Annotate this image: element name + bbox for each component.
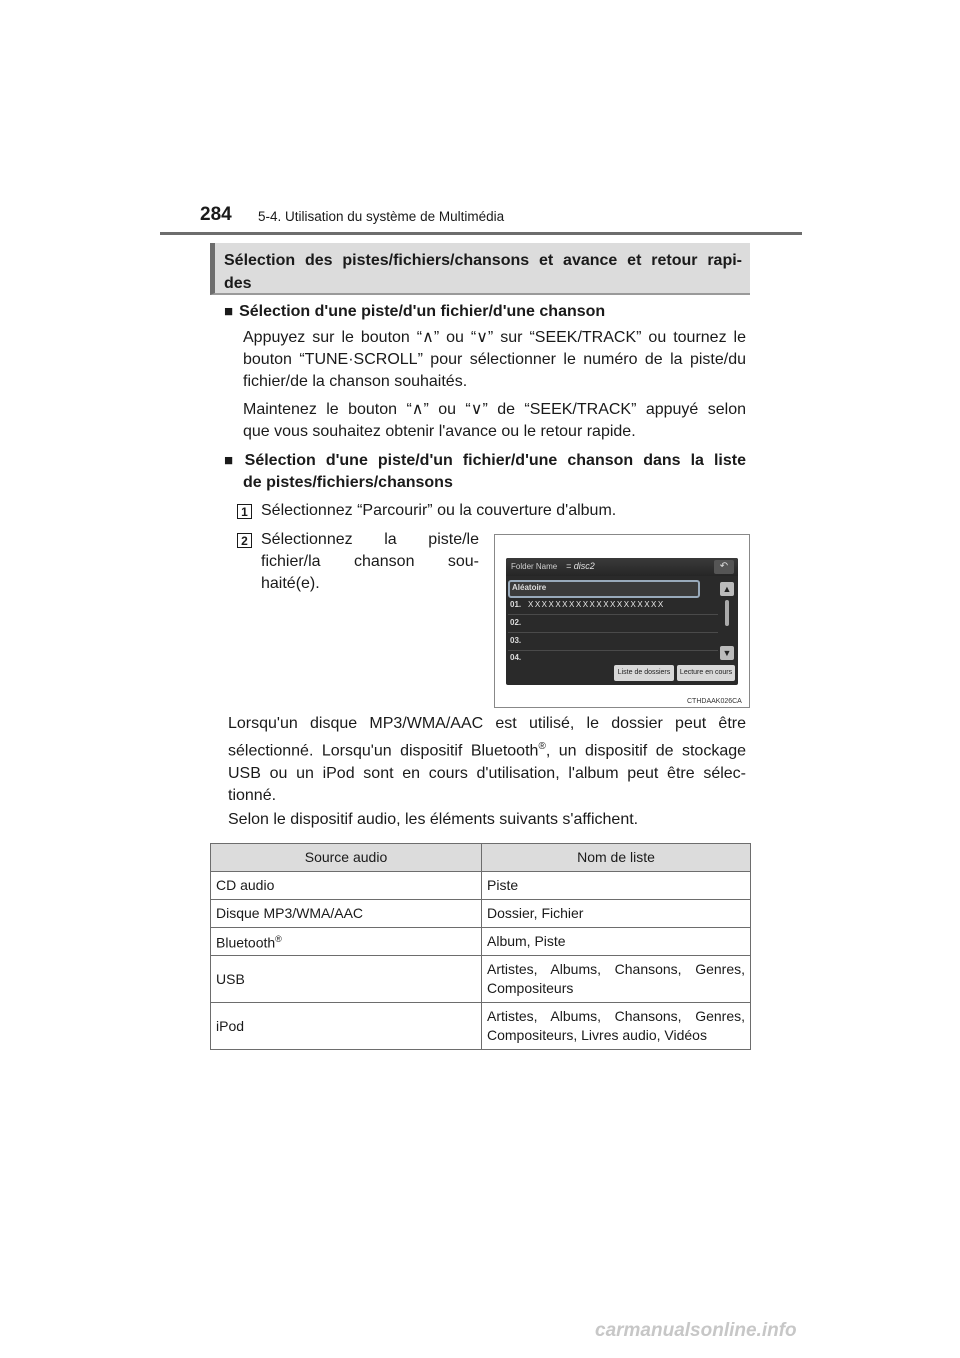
random-label: Aléatoire bbox=[512, 583, 547, 592]
table-cell: Album, Piste bbox=[482, 928, 751, 956]
heading-select-list: ■ Sélection d'une piste/d'un fichier/d'une chanson dans la liste de pistes/fichiers/chansons bbox=[224, 452, 746, 491]
track-1-number: 01. bbox=[510, 600, 522, 609]
disc-name: = disc2 bbox=[566, 561, 595, 571]
table-row bbox=[211, 872, 751, 900]
table-row bbox=[211, 928, 751, 956]
chapter-title: 5-4. Utilisation du système de Multimédia bbox=[258, 209, 505, 224]
table-row bbox=[211, 956, 751, 1003]
track-1-title: XXXXXXXXXXXXXXXXXXXX bbox=[528, 600, 665, 609]
image-code: CTHDAAK026CA bbox=[687, 698, 742, 705]
paragraph-mp3: Lorsqu'un disque MP3/WMA/AAC est utilisé, le dossier peut être sélectionné. Lorsqu'un dispositif Bluetooth®, un dispositif de stockage USB ou un iPod sont en cours d'utilisation, l'album peut être sélec- tionné. bbox=[228, 715, 747, 805]
paragraph-fast: Maintenez le bouton “∧” ou “∨” de “SEEK/TRACK” appuyé selon que vous souhaitez obtenir l'avance ou le retour rapide. bbox=[243, 401, 746, 440]
heading-select-track: ■ Sélection d'une piste/d'un fichier/d'une chanson bbox=[224, 303, 606, 320]
table-cell: Disque MP3/WMA/AAC bbox=[211, 900, 482, 928]
list-names-table bbox=[210, 843, 751, 1050]
column-header-source: Source audio bbox=[211, 844, 482, 872]
track-row-3[interactable] bbox=[508, 632, 718, 651]
step-2-badge: 2 bbox=[237, 533, 252, 548]
scrollbar[interactable] bbox=[725, 600, 729, 626]
section-title bbox=[210, 243, 750, 295]
track-2-number: 02. bbox=[510, 618, 522, 627]
table-row bbox=[211, 900, 751, 928]
table-header-row bbox=[211, 844, 751, 872]
section-title-line-2: des bbox=[224, 275, 252, 292]
now-playing-button[interactable]: Lecture en cours bbox=[677, 665, 735, 681]
square-bullet-icon: ■ bbox=[224, 303, 234, 320]
table-cell: USB bbox=[211, 956, 482, 1003]
scroll-down-icon[interactable]: ▼ bbox=[720, 646, 734, 660]
table-cell: Bluetooth® bbox=[211, 928, 482, 956]
folder-name-label: Folder Name bbox=[511, 562, 558, 571]
column-header-list: Nom de liste bbox=[482, 844, 751, 872]
track-4-number: 04. bbox=[510, 653, 522, 662]
step-2-text: Sélectionnez la piste/le fichier/la chanson sou- haité(e). bbox=[261, 531, 479, 592]
table-cell: Artistes, Albums, Chansons, Genres, Compositeurs bbox=[482, 956, 751, 1003]
page-number: 284 bbox=[200, 204, 232, 225]
multimedia-screen bbox=[506, 558, 738, 685]
table-row bbox=[211, 1003, 751, 1050]
table-cell: CD audio bbox=[211, 872, 482, 900]
table-cell: Dossier, Fichier bbox=[482, 900, 751, 928]
paragraph-select: Appuyez sur le bouton “∧” ou “∨” sur “SEEK/TRACK” ou tournez le bouton “TUNE·SCROLL” pour sélectionner le numéro de la piste/du fichier/de la chanson souhaités. bbox=[243, 329, 746, 390]
step-1-badge: 1 bbox=[237, 504, 252, 519]
scroll-up-icon[interactable]: ▲ bbox=[720, 582, 734, 596]
table-cell: Artistes, Albums, Chansons, Genres, Compositeurs, Livres audio, Vidéos bbox=[482, 1003, 751, 1050]
header-rule bbox=[160, 232, 802, 235]
watermark: carmanualsonline.info bbox=[595, 1320, 797, 1341]
paragraph-device: Selon le dispositif audio, les éléments suivants s'affichent. bbox=[228, 811, 639, 828]
step-1-text: Sélectionnez “Parcourir” ou la couverture d'album. bbox=[261, 502, 617, 519]
table-cell: Piste bbox=[482, 872, 751, 900]
table-cell: iPod bbox=[211, 1003, 482, 1050]
section-title-line-1: Sélection des pistes/fichiers/chansons et avance et retour rapi- bbox=[224, 252, 742, 269]
track-row-2[interactable] bbox=[508, 614, 718, 633]
track-3-number: 03. bbox=[510, 636, 522, 645]
back-icon[interactable]: ↶ bbox=[714, 560, 734, 574]
folder-list-button[interactable]: Liste de dossiers bbox=[614, 665, 674, 681]
square-bullet-icon: ■ bbox=[224, 452, 239, 469]
